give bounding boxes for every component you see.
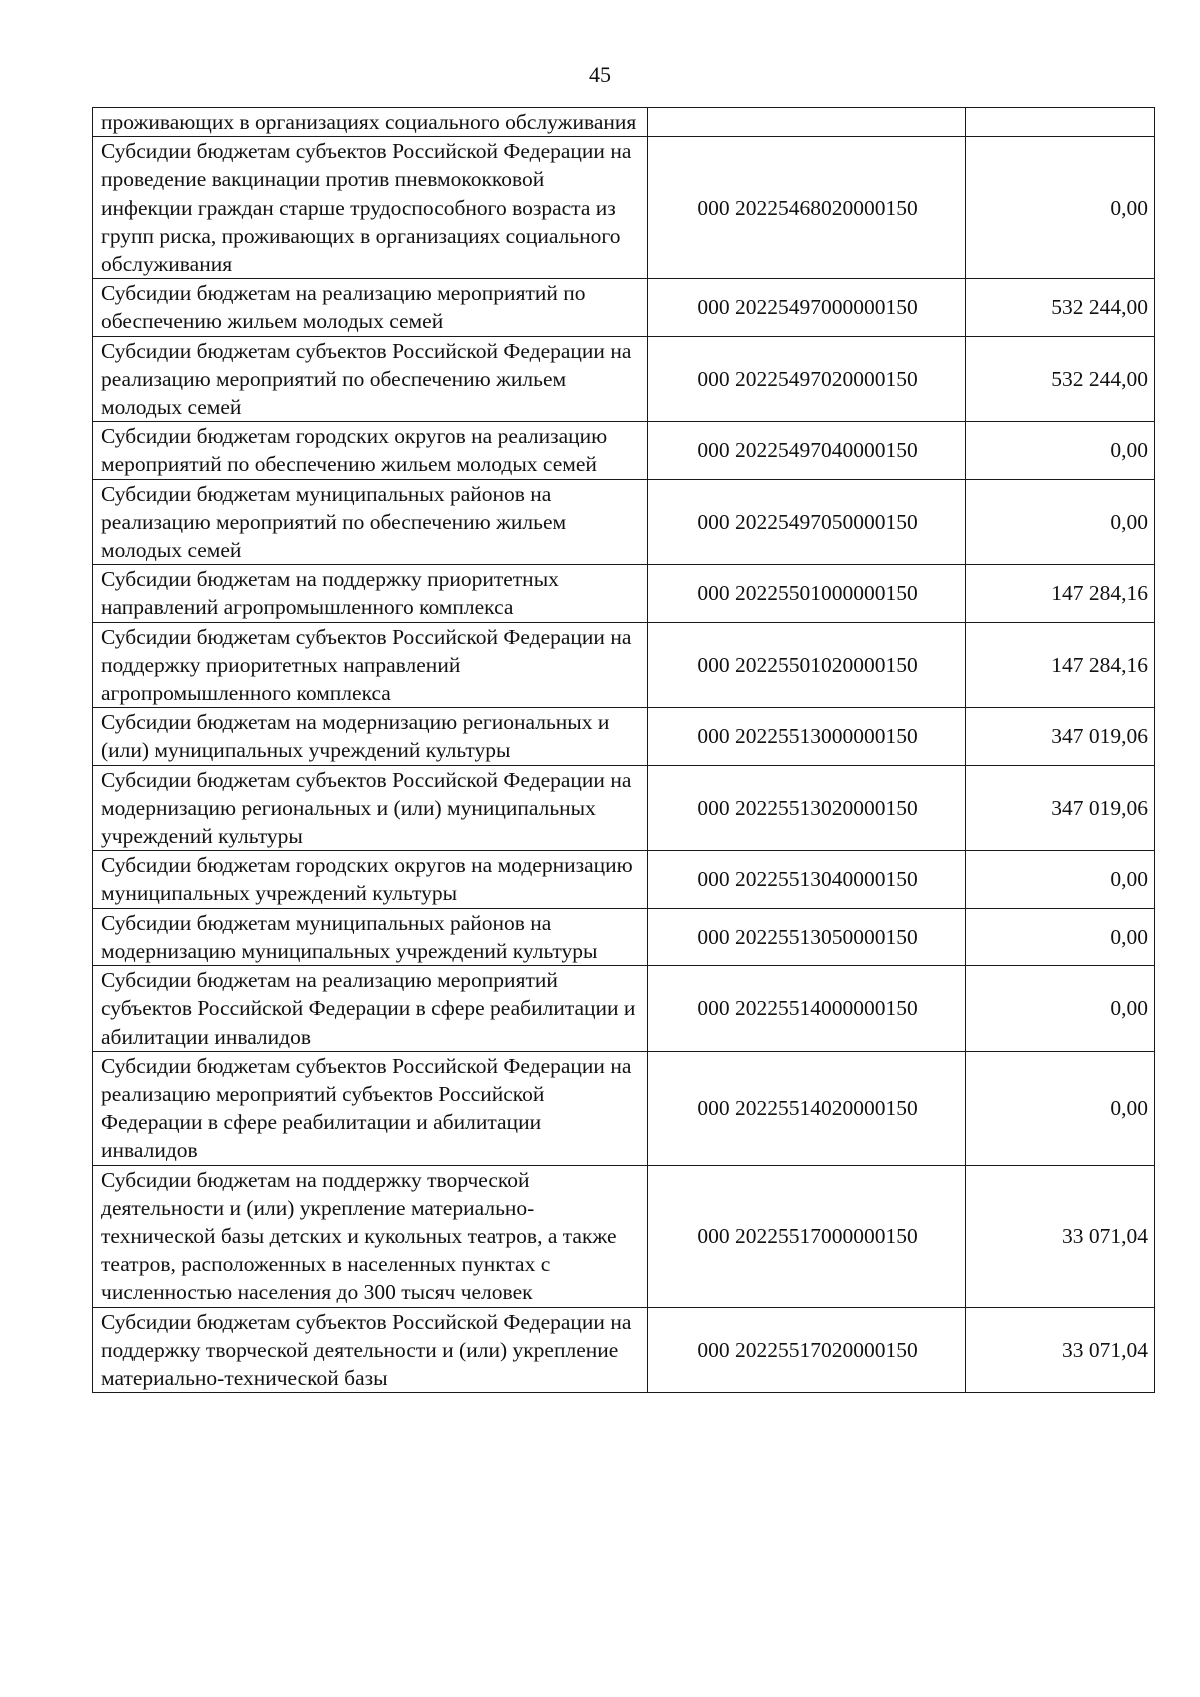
row-sum: 0,00 (966, 479, 1155, 565)
row-sum: 147 284,16 (966, 565, 1155, 622)
row-code: 000 20225501020000150 (648, 622, 966, 708)
table-body (93, 108, 1155, 1393)
table-row (93, 1051, 1155, 1165)
row-sum: 0,00 (966, 1051, 1155, 1165)
row-name: Субсидии бюджетам муниципальных районов на реализацию мероприятий по обеспечению жильем молодых семей (93, 479, 648, 565)
row-name: Субсидии бюджетам субъектов Российской Федерации на проведение вакцинации против пневмококковой инфекции граждан старше трудоспособного возраста из групп риска, проживающих в организациях социального обслуживания (93, 137, 648, 279)
table-row (93, 479, 1155, 565)
table-row (93, 137, 1155, 279)
row-sum: 532 244,00 (966, 336, 1155, 422)
row-code (648, 108, 966, 137)
row-sum (966, 108, 1155, 137)
row-sum: 0,00 (966, 966, 1155, 1052)
row-name: Субсидии бюджетам субъектов Российской Федерации на реализацию мероприятий по обеспечению жильем молодых семей (93, 336, 648, 422)
row-code: 000 20225497050000150 (648, 479, 966, 565)
table-row (93, 708, 1155, 765)
revenue-table (92, 107, 1155, 1393)
row-name: Субсидии бюджетам на поддержку творческой деятельности и (или) укрепление материально-технической базы детских и кукольных театров, а также театров, расположенных в населенных пунктах с численностью населения до 300 тысяч человек (93, 1165, 648, 1307)
row-name: Субсидии бюджетам субъектов Российской Федерации на реализацию мероприятий субъектов Российской Федерации в сфере реабилитации и абилитации инвалидов (93, 1051, 648, 1165)
row-sum: 0,00 (966, 908, 1155, 965)
row-code: 000 20225517020000150 (648, 1307, 966, 1393)
row-code: 000 20225514000000150 (648, 966, 966, 1052)
row-sum: 33 071,04 (966, 1165, 1155, 1307)
row-name: Субсидии бюджетам субъектов Российской Федерации на поддержку приоритетных направлений агропромышленного комплекса (93, 622, 648, 708)
row-name: проживающих в организациях социального обслуживания (93, 108, 648, 137)
row-sum: 347 019,06 (966, 765, 1155, 851)
row-sum: 0,00 (966, 851, 1155, 908)
row-sum: 147 284,16 (966, 622, 1155, 708)
row-sum: 0,00 (966, 422, 1155, 479)
row-sum: 347 019,06 (966, 708, 1155, 765)
row-sum: 0,00 (966, 137, 1155, 279)
table-row (93, 622, 1155, 708)
row-code: 000 20225514020000150 (648, 1051, 966, 1165)
table-row (93, 966, 1155, 1052)
row-code: 000 20225497040000150 (648, 422, 966, 479)
row-code: 000 20225497020000150 (648, 336, 966, 422)
row-name: Субсидии бюджетам городских округов на реализацию мероприятий по обеспечению жильем молодых семей (93, 422, 648, 479)
table-row (93, 765, 1155, 851)
table-row (93, 851, 1155, 908)
row-code: 000 20225517000000150 (648, 1165, 966, 1307)
row-code: 000 20225513000000150 (648, 708, 966, 765)
page-number: 45 (589, 62, 611, 87)
row-code: 000 20225513020000150 (648, 765, 966, 851)
row-code: 000 20225513050000150 (648, 908, 966, 965)
row-code: 000 20225501000000150 (648, 565, 966, 622)
row-name: Субсидии бюджетам городских округов на модернизацию муниципальных учреждений культуры (93, 851, 648, 908)
row-name: Субсидии бюджетам на модернизацию региональных и (или) муниципальных учреждений культуры (93, 708, 648, 765)
row-name: Субсидии бюджетам на реализацию мероприятий по обеспечению жильем молодых семей (93, 279, 648, 336)
row-name: Субсидии бюджетам субъектов Российской Федерации на поддержку творческой деятельности и (или) укрепление материально-технической базы (93, 1307, 648, 1393)
row-name: Субсидии бюджетам субъектов Российской Федерации на модернизацию региональных и (или) муниципальных учреждений культуры (93, 765, 648, 851)
row-name: Субсидии бюджетам муниципальных районов на модернизацию муниципальных учреждений культуры (93, 908, 648, 965)
table-row (93, 908, 1155, 965)
table-row (93, 108, 1155, 137)
row-code: 000 20225513040000150 (648, 851, 966, 908)
row-name: Субсидии бюджетам на поддержку приоритетных направлений агропромышленного комплекса (93, 565, 648, 622)
row-name: Субсидии бюджетам на реализацию мероприятий субъектов Российской Федерации в сфере реабилитации и абилитации инвалидов (93, 966, 648, 1052)
table-row (93, 279, 1155, 336)
table-row (93, 1307, 1155, 1393)
table-row (93, 565, 1155, 622)
row-code: 000 20225468020000150 (648, 137, 966, 279)
row-sum: 33 071,04 (966, 1307, 1155, 1393)
row-code: 000 20225497000000150 (648, 279, 966, 336)
table-row (93, 1165, 1155, 1307)
table-row (93, 336, 1155, 422)
table-row (93, 422, 1155, 479)
row-sum: 532 244,00 (966, 279, 1155, 336)
